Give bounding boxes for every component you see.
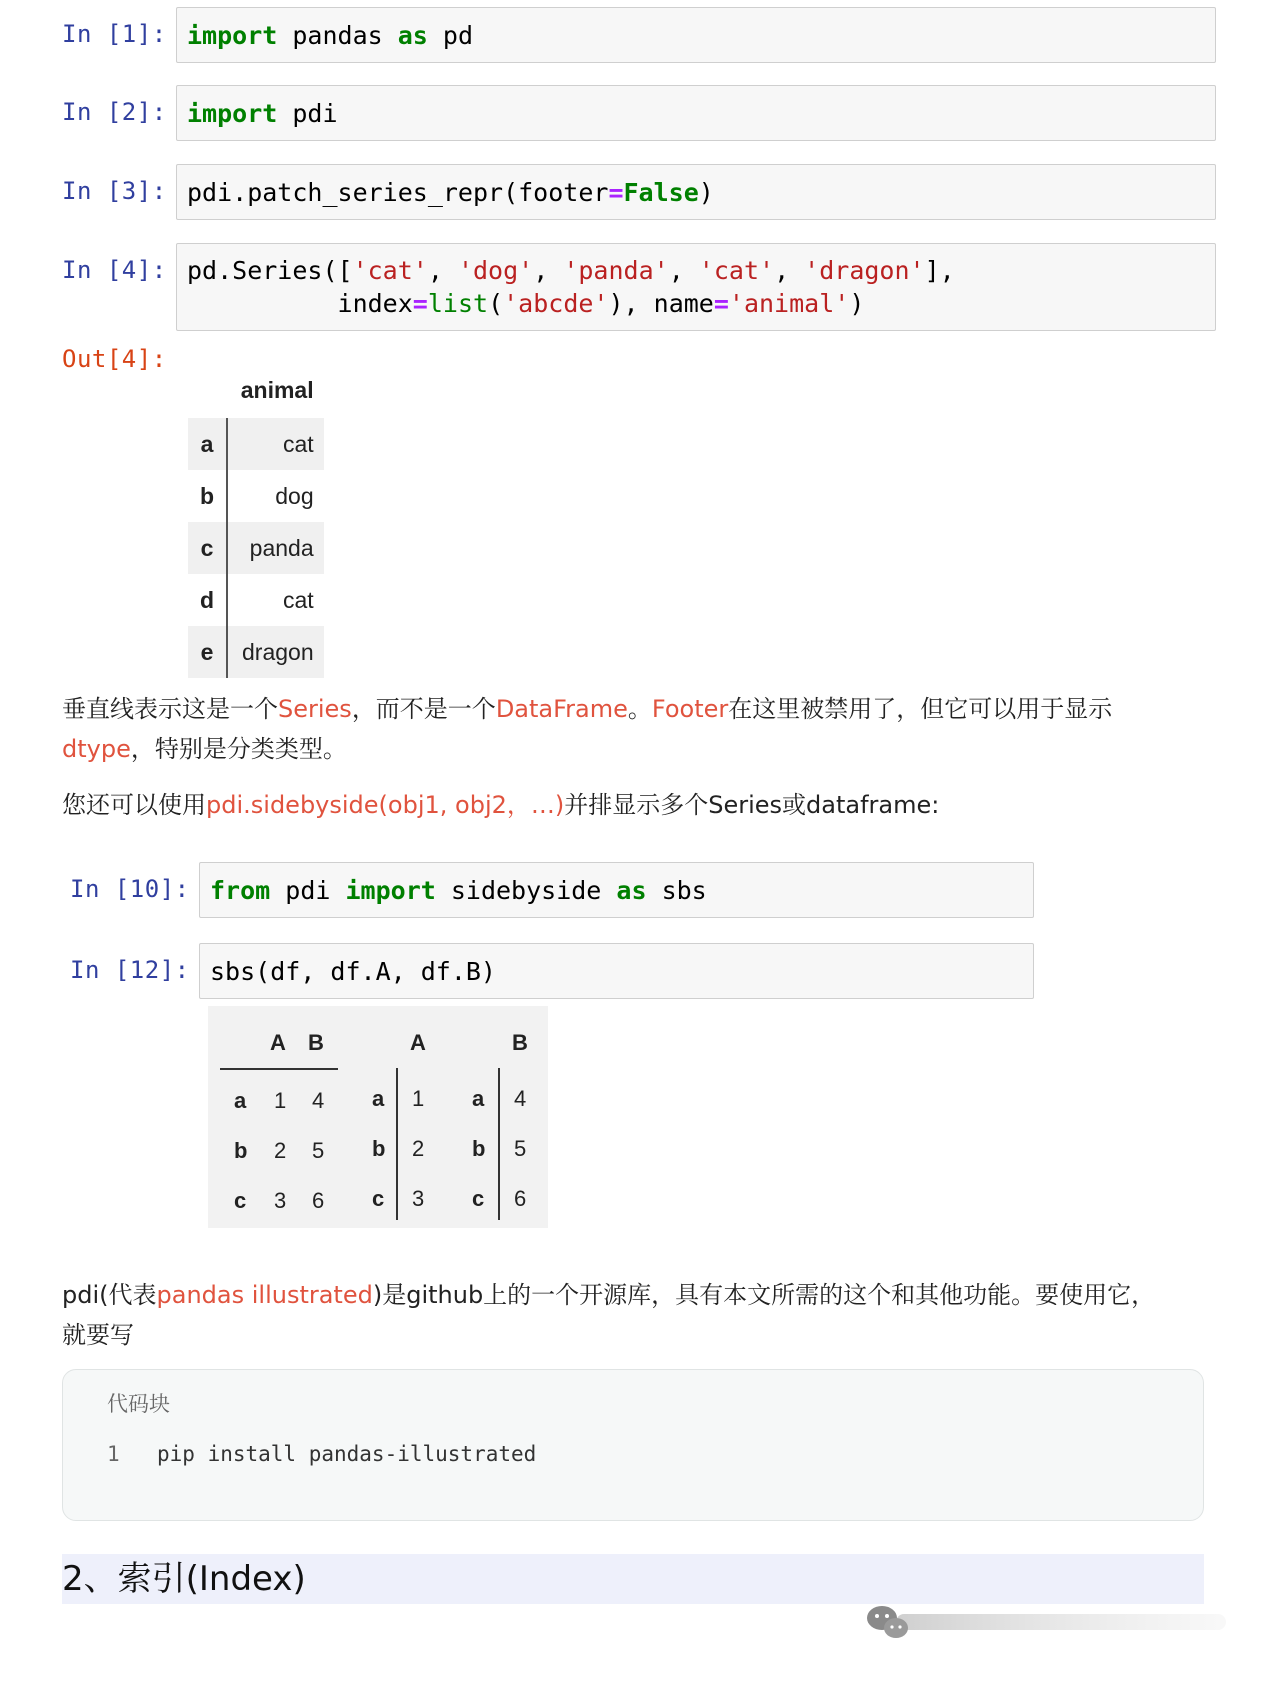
row-index: d <box>199 586 215 613</box>
code-cell-3[interactable] <box>176 164 1216 220</box>
row-value: dog <box>227 470 324 522</box>
df-header-rule <box>220 1068 338 1070</box>
row-index: c <box>234 1188 247 1213</box>
code-token: False <box>623 178 699 207</box>
code-line[interactable]: pip install pandas-illustrated <box>157 1442 537 1466</box>
code-cell-4[interactable] <box>176 243 1216 331</box>
series-name-header: B <box>512 1030 528 1055</box>
code-token: = <box>412 289 428 318</box>
code-token: as <box>616 876 647 905</box>
cell-prompt: In [10]: <box>70 875 190 903</box>
highlight-term: Series <box>278 695 352 723</box>
code-cell-10[interactable] <box>199 862 1034 918</box>
code-token: 'panda' <box>563 256 669 285</box>
row-index: c <box>188 522 227 574</box>
table-row <box>188 418 324 470</box>
df-col-header: B <box>308 1030 324 1055</box>
code-token: = <box>713 289 729 318</box>
paragraph-pdi-note <box>62 1275 1222 1355</box>
row-index: a <box>188 418 227 470</box>
code-cell-2[interactable] <box>176 85 1216 141</box>
code-token: ), name <box>608 289 714 318</box>
cell-value: 3 <box>274 1188 287 1213</box>
code-token: import <box>187 21 278 50</box>
row-index: c <box>472 1186 485 1211</box>
row-index: e <box>188 626 227 678</box>
output-prompt: Out[4]: <box>62 345 167 373</box>
cell-value: 3 <box>412 1186 425 1211</box>
code-token: 'cat' <box>698 256 775 285</box>
watermark <box>866 1602 1226 1642</box>
code-token: = <box>608 178 624 207</box>
row-value: panda <box>227 522 324 574</box>
section-heading <box>62 1554 1204 1604</box>
code-token: , <box>427 256 458 285</box>
row-value: cat <box>227 418 324 470</box>
cell-value: 4 <box>312 1088 325 1113</box>
cell-prompt: In [12]: <box>70 956 190 984</box>
text-span: 在这里被禁用了，但它可以用于显示 <box>728 695 1113 723</box>
table-row <box>188 470 324 522</box>
text-span: 垂直线表示这是一个 <box>62 695 278 723</box>
text-span: 您还可以使用 <box>62 791 206 819</box>
code-token: sbs <box>646 876 707 905</box>
code-cell-12[interactable]: sbs(df, df.A, df.B) <box>199 943 1034 999</box>
code-token: , <box>774 256 805 285</box>
row-index: b <box>372 1136 386 1161</box>
text-span: ，而不是一个 <box>351 695 496 723</box>
text-span: ，特别是分类类型。 <box>130 735 347 763</box>
cell-value: 5 <box>514 1136 527 1161</box>
code-token: as <box>397 21 428 50</box>
text-span: pdi(代表 <box>62 1281 157 1309</box>
code-token: ], <box>924 256 955 285</box>
code-block-title: 代码块 <box>107 1392 170 1416</box>
sidebyside-output <box>208 1006 548 1228</box>
code-token: index <box>187 289 413 318</box>
row-value: dragon <box>227 626 324 678</box>
highlight-term: pandas illustrated <box>156 1281 373 1309</box>
code-token: pdi <box>277 99 338 128</box>
code-block[interactable] <box>62 1369 1204 1521</box>
cell-prompt: In [2]: <box>62 98 167 126</box>
cell-value: 1 <box>412 1086 425 1111</box>
row-index: c <box>372 1186 385 1211</box>
code-token: 'animal' <box>728 289 850 318</box>
cell-prompt: In [3]: <box>62 177 167 205</box>
code-token: 'dragon' <box>804 256 925 285</box>
code-token: from <box>210 876 271 905</box>
code-token: , <box>533 256 564 285</box>
series-name-header: A <box>410 1030 426 1055</box>
cell-prompt: In [4]: <box>62 256 167 284</box>
text-span: 。 <box>627 695 652 723</box>
cell-value: 2 <box>274 1138 287 1163</box>
highlight-term: dtype <box>62 735 131 763</box>
paragraph-series-note <box>62 689 1222 769</box>
code-token: pd.Series([ <box>187 256 353 285</box>
code-token: sidebyside <box>435 876 617 905</box>
row-index: b <box>234 1138 248 1163</box>
row-index: b <box>472 1136 486 1161</box>
code-token: , <box>668 256 699 285</box>
code-line <box>187 254 1205 287</box>
table-row <box>188 574 324 626</box>
text-span: )是github上的一个开源库，具有本文所需的这个和其他功能。要使用它， <box>372 1281 1156 1309</box>
df-col-header: A <box>270 1030 286 1055</box>
table-row <box>188 626 324 678</box>
row-index: b <box>199 482 215 509</box>
table-row <box>188 522 324 574</box>
code-token: ( <box>488 289 504 318</box>
series-name-header: animal <box>240 376 314 403</box>
code-line <box>187 287 1205 320</box>
index-header <box>188 368 227 418</box>
cell-prompt: In [1]: <box>62 20 167 48</box>
code-token: ) <box>698 178 714 207</box>
row-value: cat <box>227 574 324 626</box>
code-token: 'abcde' <box>503 289 609 318</box>
code-token: ) <box>849 289 865 318</box>
cell-value: 1 <box>274 1088 287 1113</box>
code-token: list <box>427 289 489 318</box>
code-token: 'cat' <box>352 256 428 285</box>
wechat-icon <box>866 1602 1226 1642</box>
highlight-term: Footer <box>651 695 729 723</box>
code-cell-1[interactable] <box>176 7 1216 63</box>
code-token: pdi <box>270 876 346 905</box>
cell-value: 5 <box>312 1138 325 1163</box>
code-token: pandas <box>277 21 398 50</box>
series-divider <box>498 1068 500 1220</box>
row-index: a <box>372 1086 385 1111</box>
highlight-term: DataFrame <box>495 695 628 723</box>
series-output-table <box>188 368 324 678</box>
code-token: pd <box>427 21 473 50</box>
text-span: 就要写 <box>62 1321 134 1349</box>
cell-value: 6 <box>514 1186 527 1211</box>
row-index: a <box>472 1086 485 1111</box>
series-divider <box>396 1068 398 1220</box>
row-index: a <box>234 1088 247 1113</box>
code-token: import <box>345 876 436 905</box>
code-token: import <box>187 99 278 128</box>
cell-value: 2 <box>412 1136 425 1161</box>
cell-value: 6 <box>312 1188 325 1213</box>
highlight-term: pdi.sidebyside(obj1, obj2，…) <box>206 791 565 819</box>
paragraph-sidebyside-note <box>62 785 1222 825</box>
code-token: pdi.patch_series_repr(footer <box>187 178 609 207</box>
code-token: 'dog' <box>457 256 534 285</box>
line-number: 1 <box>107 1442 120 1466</box>
section-heading-text: 2、索引(Index) <box>62 1559 306 1599</box>
cell-value: 4 <box>514 1086 527 1111</box>
text-span: 并排显示多个Series或dataframe: <box>564 791 940 819</box>
